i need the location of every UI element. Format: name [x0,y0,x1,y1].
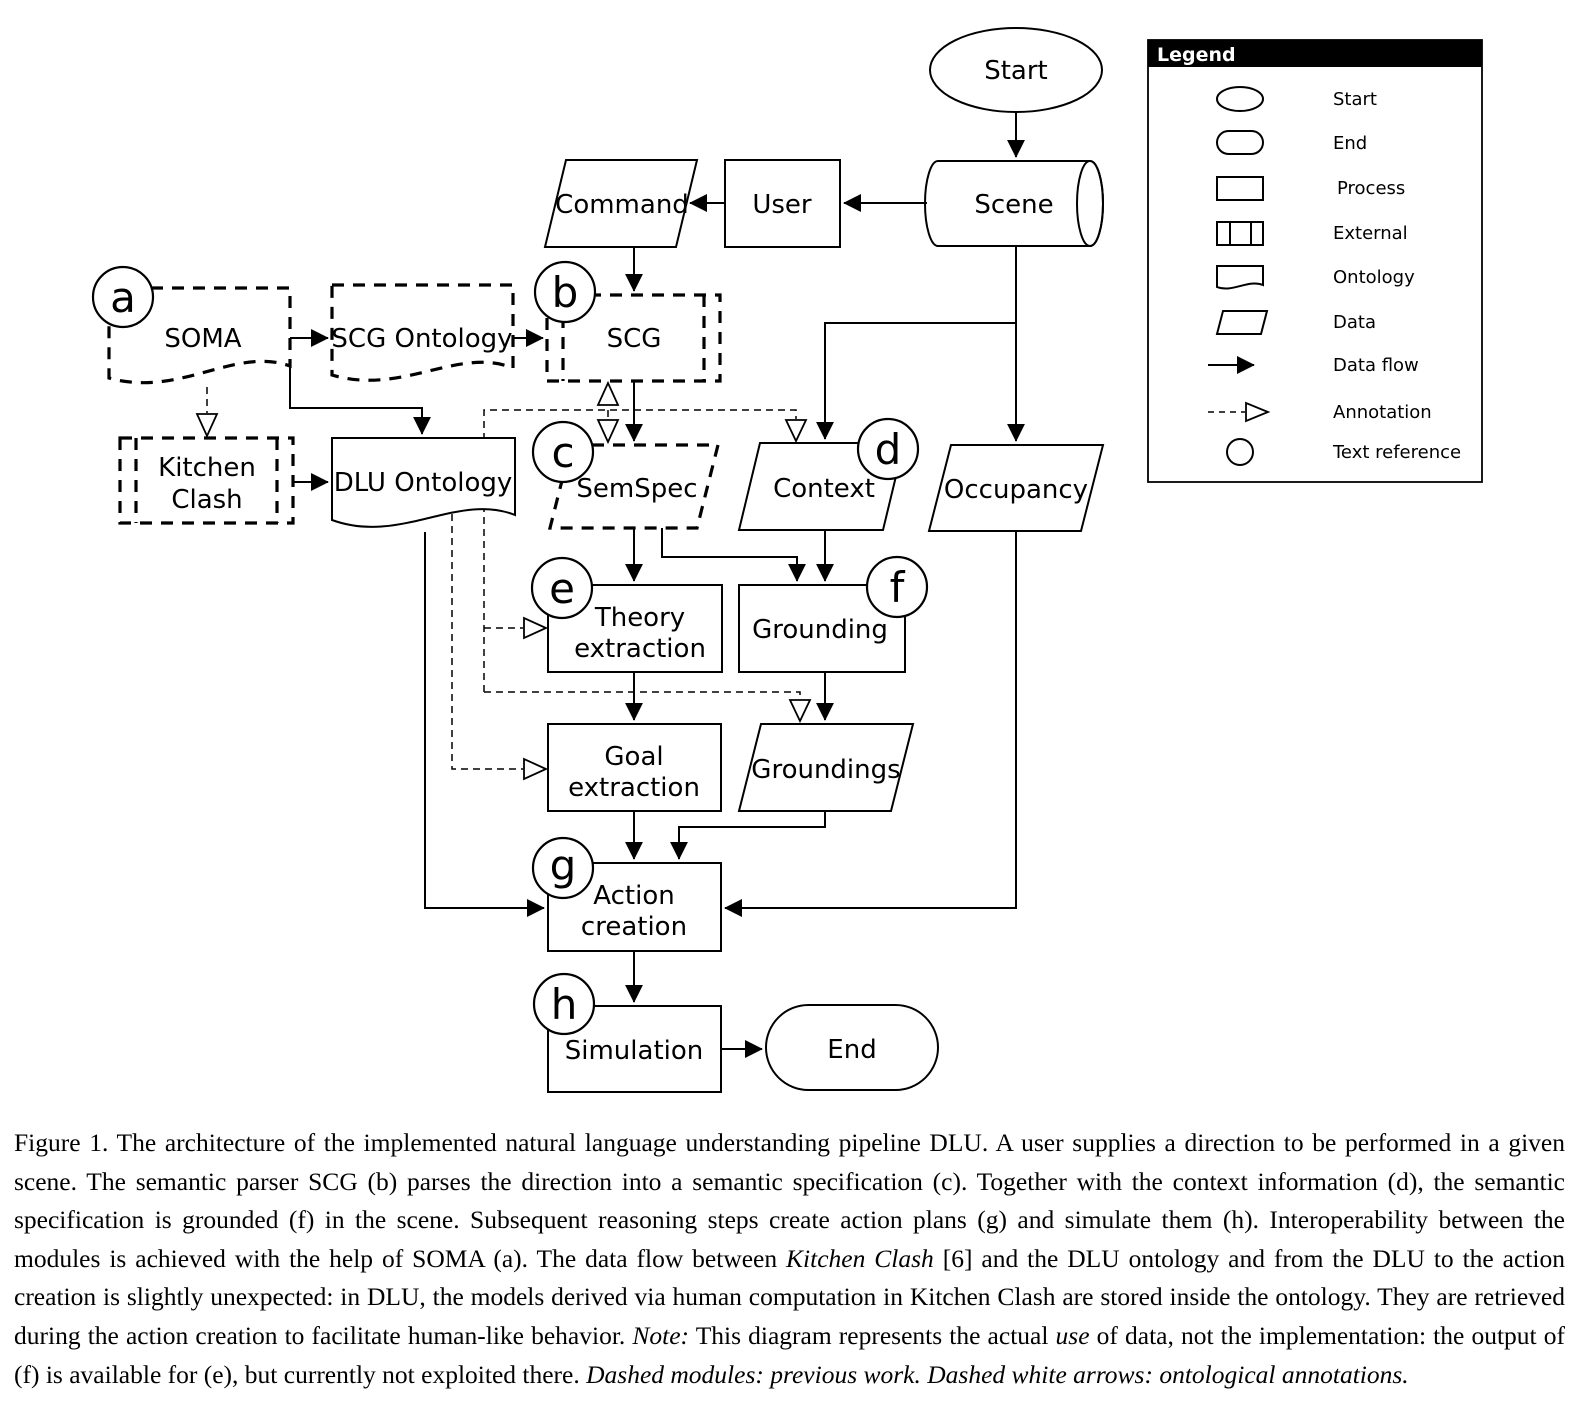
caption-segment-italic: use [1055,1320,1090,1350]
annotation-arrowhead-theory [524,618,546,638]
label-scg-ontology: SCG Ontology [331,324,513,354]
label-occupancy: Occupancy [943,475,1089,505]
annotation-arrowhead-context [786,420,806,441]
annotation-arrowhead-groundings [790,700,810,721]
label-goal-extraction-1: Goal [604,742,664,772]
edge-semspec-grounding [662,528,797,581]
ref-letter-g: g [549,841,577,890]
edge-groundings-action [679,811,825,859]
ref-letter-b: b [551,268,579,317]
caption-segment-italic: Note: [632,1320,690,1350]
legend-label-data-flow: Data flow [1333,355,1419,376]
label-goal-extraction-2: extraction [568,773,700,803]
legend [1148,40,1482,482]
caption-segment-italic: Dashed modules: previous work. Dashed white arrows: ontological annotations. [586,1359,1409,1389]
caption-segment: of data, not the implementation: the output of (f) is available for (e), but currently not exploited there. [14,1320,1565,1389]
legend-label-ontology: Ontology [1333,267,1415,288]
legend-label-start: Start [1333,89,1377,110]
label-kitchen-clash-2: Clash [171,485,243,515]
label-end: End [827,1035,877,1065]
caption-segment: Figure 1. The architecture of the implemented natural language understanding pipeline DLU. A user supplies a direction to be performed in a given scene. The semantic parser SCG (b) parses the direction into a semantic specification (c). Together with the context information (d), the semantic specification is grounded (f) in the scene. Subsequent reasoning steps create action plans (g) and simulate them (h). Interoperability between the modules is achieved with the help of SOMA (a). The data flow between [14,1128,1565,1273]
edge-scene-context [825,323,1016,439]
label-scene: Scene [974,190,1054,220]
ref-letter-e: e [549,564,575,613]
label-kitchen-clash-1: Kitchen [158,453,256,483]
label-soma: SOMA [164,324,242,354]
label-scg: SCG [606,324,662,354]
ref-letter-a: a [110,273,136,322]
label-groundings: Groundings [751,755,901,785]
label-theory-extraction-2: extraction [574,634,706,664]
label-theory-extraction-1: Theory [594,603,686,633]
label-semspec: SemSpec [576,474,698,504]
legend-title: Legend [1157,44,1236,66]
label-user: User [752,190,812,220]
ref-letter-d: d [874,425,902,474]
label-dlu-ontology: DLU Ontology [333,468,513,498]
figure-caption [0,1118,1579,1394]
legend-label-annotation: Annotation [1333,402,1432,423]
label-grounding: Grounding [752,615,888,645]
caption-segment: [6] and the DLU ontology and from the DLU to the action creation is slightly unexpected: in DLU, the models derived via human computation in Kitchen Clash are stored inside the ontology. They are retrieved during the action creation to facilitate human-like behavior. [14,1243,1565,1350]
ref-letter-f: f [889,563,905,612]
legend-label-process: Process [1337,178,1406,199]
label-start: Start [984,56,1048,86]
label-context: Context [773,474,875,504]
label-action-creation-2: creation [580,912,688,942]
annotation-dlu-groundings [484,692,800,699]
legend-box [1148,40,1482,482]
annotation-arrowhead-semspec-down [598,420,618,442]
ref-letter-c: c [551,428,575,477]
edge-dluontology-action [425,532,544,908]
label-simulation: Simulation [564,1036,704,1066]
legend-label-external: External [1333,223,1408,244]
annotation-arrowhead-goal [524,759,546,779]
caption-segment-italic: Kitchen Clash [786,1243,934,1273]
annotation-arrowhead-kitchenclash [197,414,217,436]
label-action-creation-1: Action [593,881,675,911]
legend-label-text-reference: Text reference [1333,442,1462,463]
annotation-dlu-goal [452,514,523,769]
legend-label-data: Data [1333,312,1376,333]
caption-segment: This diagram represents the actual [689,1320,1056,1350]
legend-label-end: End [1333,133,1368,154]
ref-letter-h: h [550,980,578,1029]
annotation-arrowhead-scg-up [598,383,618,405]
label-command: Command [555,190,689,220]
